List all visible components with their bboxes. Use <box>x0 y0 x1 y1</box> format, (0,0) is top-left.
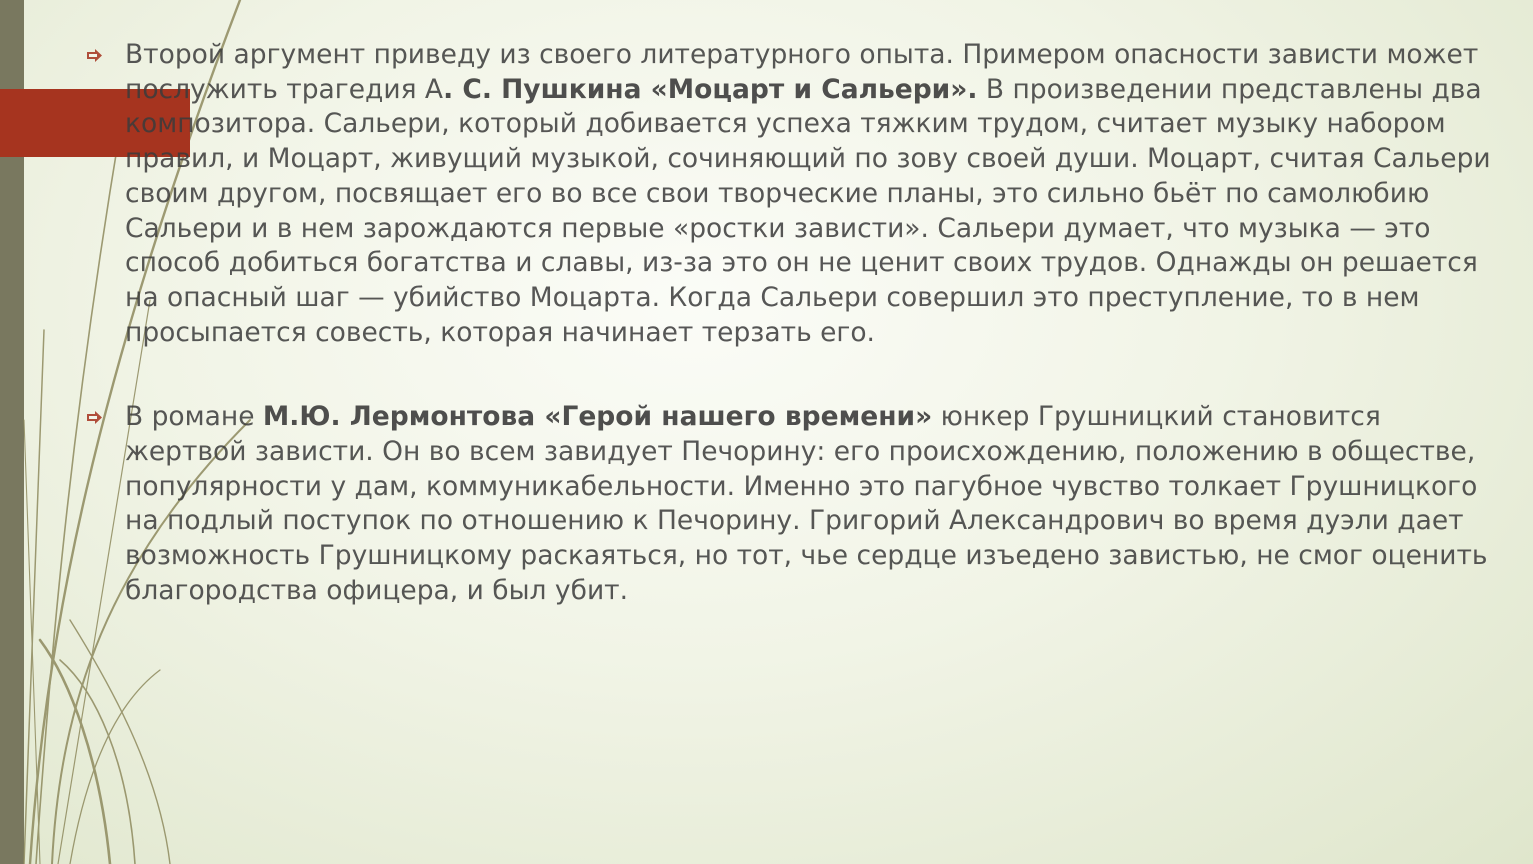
arrow-bullet-icon <box>86 49 102 62</box>
paragraph-pushkin <box>86 38 1506 350</box>
slide-content <box>86 38 1506 609</box>
arrow-bullet-icon <box>86 411 102 424</box>
paragraph-bold-title: . С. Пушкина «Моцарт и Сальери». <box>443 73 978 105</box>
paragraph-lermontov <box>86 400 1506 608</box>
paragraph-text: В произведении представлены два композитора. Сальери, который добивается успеха тяжким трудом, считает музыку набором правил, и Моцарт, живущий музыкой, сочиняющий по зову своей души. Моцарт, считая Сальери своим другом, посвящает его во все свои творческие планы, это сильно бьёт по самолюбию Сальери и в нем зарождаются первые «ростки зависти». Сальери думает, что музыка — это способ добиться богатства и славы, из-за это он не ценит своих трудов. Однажды он решается на опасный шаг — убийство Моцарта. Когда Сальери совершил это преступление, то в нем просыпается совесть, которая начинает терзать его. <box>125 73 1491 348</box>
paragraph-text: юнкер Грушницкий становится жертвой зависти. Он во всем завидует Печорину: его происхождению, положению в обществе, популярности у дам, коммуникабельности. Именно это пагубное чувство толкает Грушницкого на подлый поступок по отношению к Печорину. Григорий Александрович во время дуэли дает возможность Грушницкому раскаяться, но тот, чье сердце изъедено завистью, не смог оценить благородства офицера, и был убит. <box>125 401 1488 606</box>
paragraph-text: Второй аргумент приведу из своего литературного опыта. Примером опасности зависти может послужить трагедия А <box>125 39 1479 105</box>
paragraph-bold-title: М.Ю. Лермонтова «Герой нашего времени» <box>262 401 933 433</box>
paragraph-text: В романе <box>125 401 263 433</box>
